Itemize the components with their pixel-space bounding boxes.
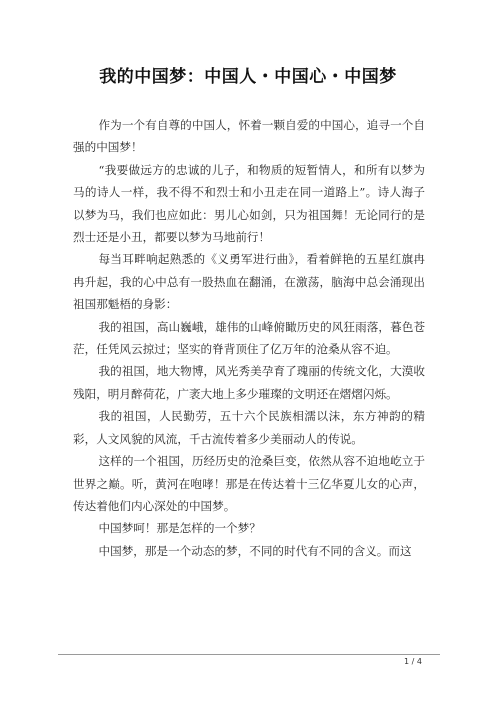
paragraph: 中国梦，那是一个动态的梦，不同的时代有不同的含义。而这 xyxy=(98,543,412,558)
page-number: 1 / 4 xyxy=(404,657,422,666)
paragraph: 每当耳畔响起熟悉的《义勇军进行曲》，看着鲜艳的五星红旗冉冉升起，我的心中总有一股热血在翻涌，在激荡，脑海中总会涌现出祖国那魁梧的身影： xyxy=(73,252,425,312)
paragraph: 中国梦呵！那是怎样的一个梦？ xyxy=(98,521,261,536)
paragraph: “我要做远方的忠诚的儿子，和物质的短暂情人，和所有以梦为马的诗人一样，我不得不和烈士和小丑走在同一道路上”。诗人海子以梦为马，我们也应如此：男儿心如剑，只为祖国舞！无论同行的是烈士还是小丑，都要以梦为马地前行！ xyxy=(73,162,425,245)
paragraph: 我的祖国，人民勤劳，五十六个民族相濡以沫，东方神韵的精彩，人文风貌的风流，千古流传着多少美丽动人的传说。 xyxy=(73,409,425,446)
document-body xyxy=(73,114,425,562)
paragraph: 作为一个有自尊的中国人，怀着一颗自爱的中国心，追寻一个自强的中国梦！ xyxy=(73,118,425,155)
paragraph: 这样的一个祖国，历经历史的沧桑巨变，依然从容不迫地屹立于世界之巅。听，黄河在咆哮！那是在传达着十三亿华夏儿女的心声，传达着他们内心深处的中国梦。 xyxy=(73,454,425,513)
document-title: 我的中国梦：中国人・中国心・中国梦 xyxy=(99,67,397,87)
paragraph: 我的祖国，高山巍峨，雄伟的山峰俯瞰历史的风狂雨落，暮色苍茫，任凭风云掠过；坚实的脊背顶住了亿万年的沧桑从容不迫。 xyxy=(73,319,425,357)
footer-divider xyxy=(58,654,440,655)
paragraph: 我的祖国，地大物博，风光秀美孕育了瑰丽的传统文化，大漠收残阳，明月醉荷花，广袤大地上多少璀璨的文明还在熠熠闪烁。 xyxy=(73,364,425,401)
